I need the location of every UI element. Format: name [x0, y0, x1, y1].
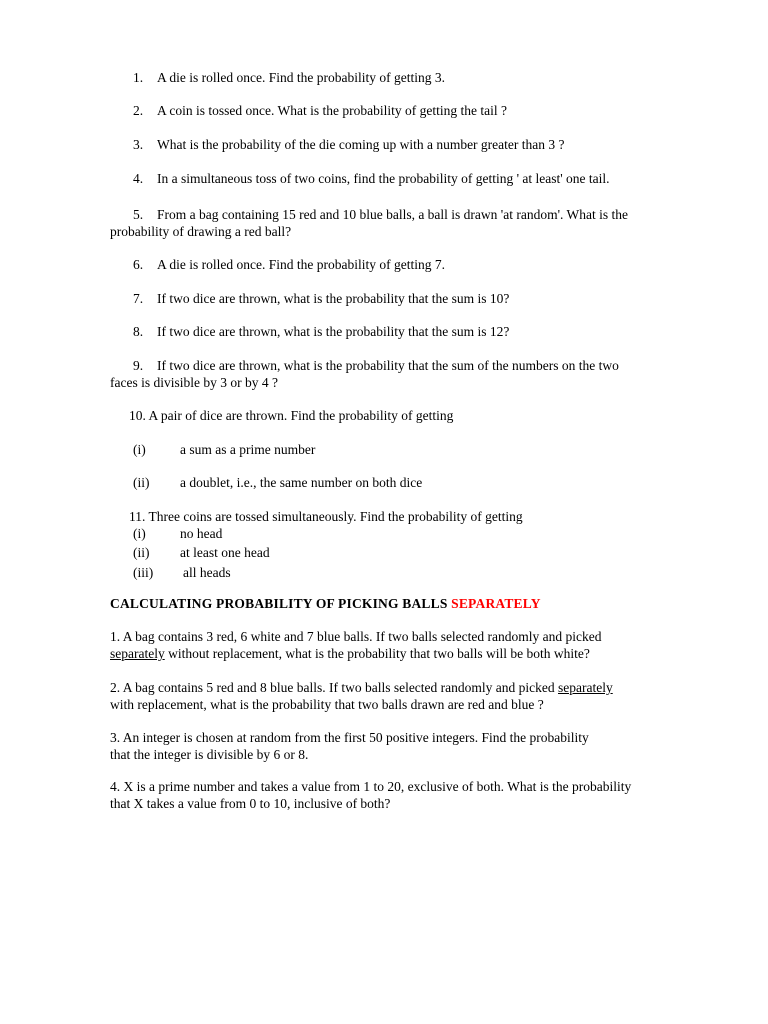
exercise-5 — [133, 206, 628, 223]
part-text: all heads — [183, 565, 231, 580]
exercise-number: 11. — [129, 509, 146, 524]
exercise-number: 4. — [133, 171, 144, 186]
part-text: at least one head — [180, 545, 270, 560]
exercise-text: A coin is tossed once. What is the probability of getting the tail ? — [157, 103, 507, 118]
section-question-3 — [110, 729, 589, 746]
exercise-text: Three coins are tossed simultaneously. Find the probability of getting — [148, 509, 523, 524]
question-text: without replacement, what is the probability that two balls will be both white? — [164, 646, 590, 661]
exercise-text: If two dice are thrown, what is the probability that the sum is 12? — [157, 324, 510, 339]
exercise-10 — [129, 407, 453, 424]
part-label: (i) — [133, 442, 146, 457]
part-text: a doublet, i.e., the same number on both dice — [180, 475, 423, 490]
exercise-11-part-i — [0, 525, 768, 542]
section-heading-accent: SEPARATELY — [451, 596, 541, 611]
exercise-text: From a bag containing 15 red and 10 blue balls, a ball is drawn 'at random'. What is the — [157, 207, 629, 222]
exercise-1 — [133, 69, 445, 86]
section-question-1-continued — [110, 645, 590, 662]
exercise-7 — [133, 290, 509, 307]
exercise-text: A die is rolled once. Find the probability of getting 3. — [157, 70, 445, 85]
exercise-6 — [133, 256, 445, 273]
exercise-number: 6. — [133, 257, 144, 272]
underlined-word: separately — [558, 680, 613, 695]
question-text: that the integer is divisible by 6 or 8. — [110, 747, 309, 762]
exercise-10-part-i — [0, 441, 768, 458]
part-label: (iii) — [133, 565, 154, 580]
exercise-10-part-ii — [0, 474, 768, 491]
exercise-4 — [133, 170, 610, 187]
exercise-text: If two dice are thrown, what is the probability that the sum of the numbers on the two — [157, 358, 619, 373]
exercise-number: 1. — [133, 70, 144, 85]
exercise-text: If two dice are thrown, what is the probability that the sum is 10? — [157, 291, 510, 306]
section-question-4 — [110, 778, 631, 795]
exercise-9 — [133, 357, 619, 374]
part-text: no head — [180, 526, 223, 541]
exercise-number: 5. — [133, 207, 144, 222]
question-text: 1. A bag contains 3 red, 6 white and 7 blue balls. If two balls selected randomly and picked — [110, 629, 602, 644]
exercise-number: 3. — [133, 137, 144, 152]
underlined-word: separately — [110, 646, 165, 661]
exercise-9-continued — [110, 374, 278, 391]
section-question-2-continued — [110, 696, 544, 713]
exercise-number: 10. — [129, 408, 146, 423]
exercise-number: 2. — [133, 103, 144, 118]
part-label: (i) — [133, 526, 146, 541]
exercise-2 — [133, 102, 507, 119]
exercise-11-part-ii — [0, 544, 768, 561]
section-question-4-continued — [110, 795, 390, 812]
part-label: (ii) — [133, 545, 150, 560]
question-text: with replacement, what is the probability that two balls drawn are red and blue ? — [110, 697, 544, 712]
section-question-1 — [110, 628, 602, 645]
section-heading — [110, 595, 541, 612]
part-label: (ii) — [133, 475, 150, 490]
question-text: 3. An integer is chosen at random from the first 50 positive integers. Find the probability — [110, 730, 589, 745]
exercise-11 — [129, 508, 523, 525]
exercise-5-continued — [110, 223, 291, 240]
exercise-text: probability of drawing a red ball? — [110, 224, 292, 239]
exercise-11-part-iii — [0, 564, 768, 581]
section-question-3-continued — [110, 746, 308, 763]
exercise-text: In a simultaneous toss of two coins, find the probability of getting ' at least' one tail. — [157, 171, 610, 186]
exercise-text: faces is divisible by 3 or by 4 ? — [110, 375, 278, 390]
question-text: 2. A bag contains 5 red and 8 blue balls. If two balls selected randomly and picked — [110, 680, 559, 695]
exercise-8 — [133, 323, 509, 340]
exercise-text: What is the probability of the die coming up with a number greater than 3 ? — [157, 137, 565, 152]
exercise-number: 8. — [133, 324, 144, 339]
section-heading-text: CALCULATING PROBABILITY OF PICKING BALLS — [110, 596, 448, 611]
exercise-3 — [133, 136, 565, 153]
question-text: that X takes a value from 0 to 10, inclusive of both? — [110, 796, 391, 811]
exercise-text: A pair of dice are thrown. Find the probability of getting — [148, 408, 454, 423]
section-question-2 — [110, 679, 613, 696]
exercise-number: 7. — [133, 291, 144, 306]
part-text: a sum as a prime number — [180, 442, 316, 457]
question-text: 4. X is a prime number and takes a value from 1 to 20, exclusive of both. What is the probability — [110, 779, 632, 794]
exercise-number: 9. — [133, 358, 144, 373]
exercise-text: A die is rolled once. Find the probability of getting 7. — [157, 257, 445, 272]
